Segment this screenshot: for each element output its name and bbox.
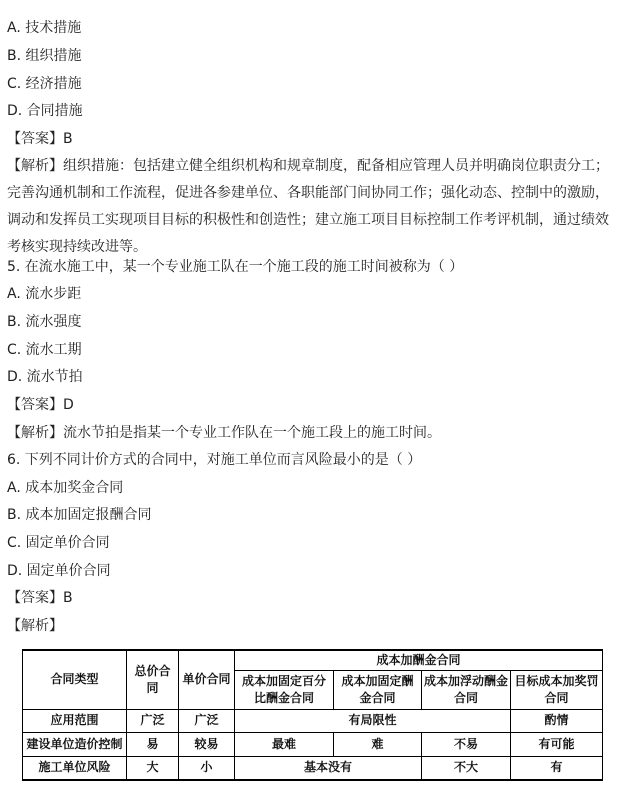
row-label-cost-control: 建设单位造价控制 <box>23 732 127 756</box>
cell: 基本没有 <box>235 756 422 780</box>
header-floating-fee: 成本加浮动酬金合同 <box>422 670 511 709</box>
cell: 不易 <box>422 732 511 756</box>
q6-answer: 【答案】B <box>7 590 73 606</box>
cell: 难 <box>334 732 422 756</box>
row-label-scope: 应用范围 <box>23 709 127 732</box>
cell: 最难 <box>235 732 334 756</box>
cell: 广泛 <box>179 709 235 732</box>
contract-comparison-table <box>22 649 603 781</box>
header-fixed-percentage: 成本加固定百分比酬金合同 <box>235 670 334 709</box>
cell: 有 <box>511 756 603 780</box>
q4-option-d: D. 合同措施 <box>7 103 83 119</box>
q5-option-d: D. 流水节拍 <box>7 369 83 385</box>
q5-answer: 【答案】D <box>7 397 74 413</box>
q4-option-c: C. 经济措施 <box>7 76 82 92</box>
cell: 小 <box>179 756 235 780</box>
q5-option-b: B. 流水强度 <box>7 314 82 330</box>
cell: 有局限性 <box>235 709 511 732</box>
header-total-price: 总价合同 <box>127 650 179 709</box>
q5-analysis: 【解析】流水节拍是指某一个专业工作队在一个施工段上的施工时间。 <box>7 425 441 441</box>
cell: 有可能 <box>511 732 603 756</box>
table-row <box>23 756 603 780</box>
cell: 广泛 <box>127 709 179 732</box>
cell: 易 <box>127 732 179 756</box>
header-target-cost: 目标成本加奖罚合同 <box>511 670 603 709</box>
cell: 大 <box>127 756 179 780</box>
cell: 不大 <box>422 756 511 780</box>
q5-option-a: A. 流水步距 <box>7 286 82 302</box>
table-row <box>23 732 603 756</box>
table-row <box>23 709 603 732</box>
q6-option-b: B. 成本加固定报酬合同 <box>7 507 152 523</box>
header-cost-plus-group: 成本加酬金合同 <box>235 650 603 670</box>
q6-option-a: A. 成本加奖金合同 <box>7 480 124 496</box>
header-unit-price: 单价合同 <box>179 650 235 709</box>
q6-analysis-label: 【解析】 <box>7 618 63 634</box>
q4-analysis: 【解析】组织措施：包括建立健全组织机构和规章制度，配备相应管理人员并明确岗位职责分工；完善沟通机制和工作流程，促进各参建单位、各职能部门间协同工作；强化动态、控制中的激励，调动和发挥员工实现项目目标的积极性和创造性；建立施工项目目标控制工作考评机制，通过绩效考核实现持续改进等。 <box>7 158 609 255</box>
q4-answer: 【答案】B <box>7 131 73 147</box>
q6-option-d: D. 固定单价合同 <box>7 563 111 579</box>
header-contract-type: 合同类型 <box>23 650 127 709</box>
q4-option-b: B. 组织措施 <box>7 48 82 64</box>
row-label-contractor-risk: 施工单位风险 <box>23 756 127 780</box>
q5-option-c: C. 流水工期 <box>7 342 82 358</box>
cell: 酌情 <box>511 709 603 732</box>
q6-question: 6. 下列不同计价方式的合同中，对施工单位而言风险最小的是（ ） <box>7 452 422 468</box>
q5-question: 5. 在流水施工中，某一个专业施工队在一个施工段的施工时间被称为（ ） <box>7 259 464 275</box>
header-fixed-fee: 成本加固定酬金合同 <box>334 670 422 709</box>
cell: 较易 <box>179 732 235 756</box>
q6-option-c: C. 固定单价合同 <box>7 535 110 551</box>
q4-option-a: A. 技术措施 <box>7 20 82 36</box>
